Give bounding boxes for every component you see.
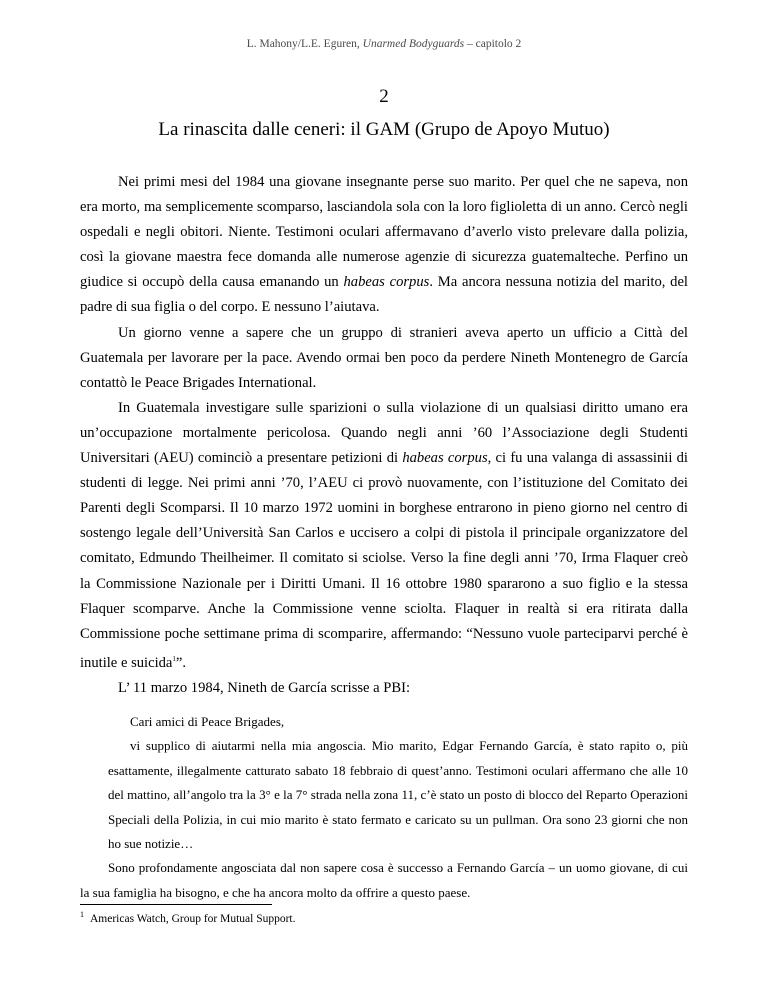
header-chapter: – capitolo 2 <box>466 38 522 50</box>
chapter-title: La rinascita dalle ceneri: il GAM (Grupo de Apoyo Mutuo) <box>158 119 610 140</box>
footnote-reference[interactable]: 1 <box>172 654 176 663</box>
paragraph-text: Nei primi mesi del 1984 una giovane insegnante perse suo marito. Per quel che ne sapeva, non era morto, ma semplicemente scomparso, lasciandola sola con la loro figlioletta di un anno. Cercò negli ospedali e negli obitori. Niente. Testimoni oculari affermavano d’averlo visto prelevare dalla polizia, così la giovane maestra fece domanda alle numerose agenzie di sicurezza guatemalteche. Perfino un giudice si occupò della causa emanando un <box>80 174 688 291</box>
chapter-number: 2 <box>379 86 389 107</box>
paragraph-text: ”. <box>175 654 187 671</box>
paragraph-text: , ci fu una valanga di assassinii di studenti di legge. Nei primi anni ’70, l’AEU ci provò nuovamente, con l’istituzione del Comitato dei Parenti degli Scomparsi. Il 10 marzo 1972 uomini in borghese entrarono in pieno giorno nel centro di sostengo legale dell’Università San Carlos e uccisero a colpi di pistola il principale organizzatore del comitato, Edmundo Theilheimer. Il comitato si sciolse. Verso la fine degli anni ’70, Irma Flaquer creò la Commissione Nazionale per i Diritti Umani. Il 16 ottobre 1980 spararono a suo figlio e la stessa Flaquer scomparve. Anche la Commissione venne sciolta. Flaquer in realtà si era ritirata dalla Commissione poche settimane prima di scomparire, affermando: “Nessuno vuole parteciparvi perché è inutile e suicida <box>80 450 688 671</box>
header-book-title: Unarmed Bodyguards <box>362 38 465 50</box>
italic-term: habeas corpus <box>343 274 430 291</box>
paragraph <box>80 396 688 676</box>
footnote-text: Americas Watch, Group for Mutual Support. <box>90 912 296 925</box>
paragraph <box>80 170 688 321</box>
footnote-marker: 1 <box>80 910 84 919</box>
paragraph-text: In Guatemala investigare sulle sparizioni o sulla violazione di un qualsiasi diritto umano era un’occupazione mortalmente pericolosa. Quando negli anni ’60 l’Associazione degli Studenti Universitari (AEU) cominciò a presentare petizioni di <box>80 399 688 467</box>
letter-paragraph: vi supplico di aiutarmi nella mia angoscia. Mio marito, Edgar Fernando García, è stato rapito o, più esattamente, illegalmente catturato sabato 18 febbraio di quest’anno. Testimoni oculari affermano che alle 10 del mattino, all’angolo tra la 3° e la 7° strada nella zona 11, c’è stato un posto di blocco del Reparto Operazioni Speciali della Polizia, in cui mio marito è stato fermato e caricato su un pullman. Ora sono 23 giorni che non ho sue notizie… <box>108 738 688 852</box>
running-header <box>0 38 768 50</box>
letter-quote <box>80 710 688 905</box>
paragraph: L’ 11 marzo 1984, Nineth de García scrisse a PBI: <box>118 679 411 696</box>
footnote-divider <box>80 904 272 905</box>
header-authors: L. Mahony/L.E. Eguren, <box>246 38 360 50</box>
letter-salutation: Cari amici di Peace Brigades, <box>130 714 285 729</box>
footnote <box>80 910 296 925</box>
letter-paragraph: Sono profondamente angosciata dal non sapere cosa è successo a Fernando García – un uomo giovane, di cui la sua famiglia ha bisogno, e che ha ancora molto da offrire a questo paese. <box>80 860 688 900</box>
italic-term: habeas corpus <box>402 450 488 467</box>
paragraph-text: . Ma ancora nessuna notizia del marito, del padre di sua figlia o del corpo. E nessuno l’aiutava. <box>80 274 688 316</box>
body-text <box>80 170 688 701</box>
paragraph: Un giorno venne a sapere che un gruppo di stranieri aveva aperto un ufficio a Città del Guatemala per lavorare per la pace. Avendo ormai ben poco da perdere Nineth Montenegro de García contattò le Peace Brigades International. <box>80 324 688 391</box>
